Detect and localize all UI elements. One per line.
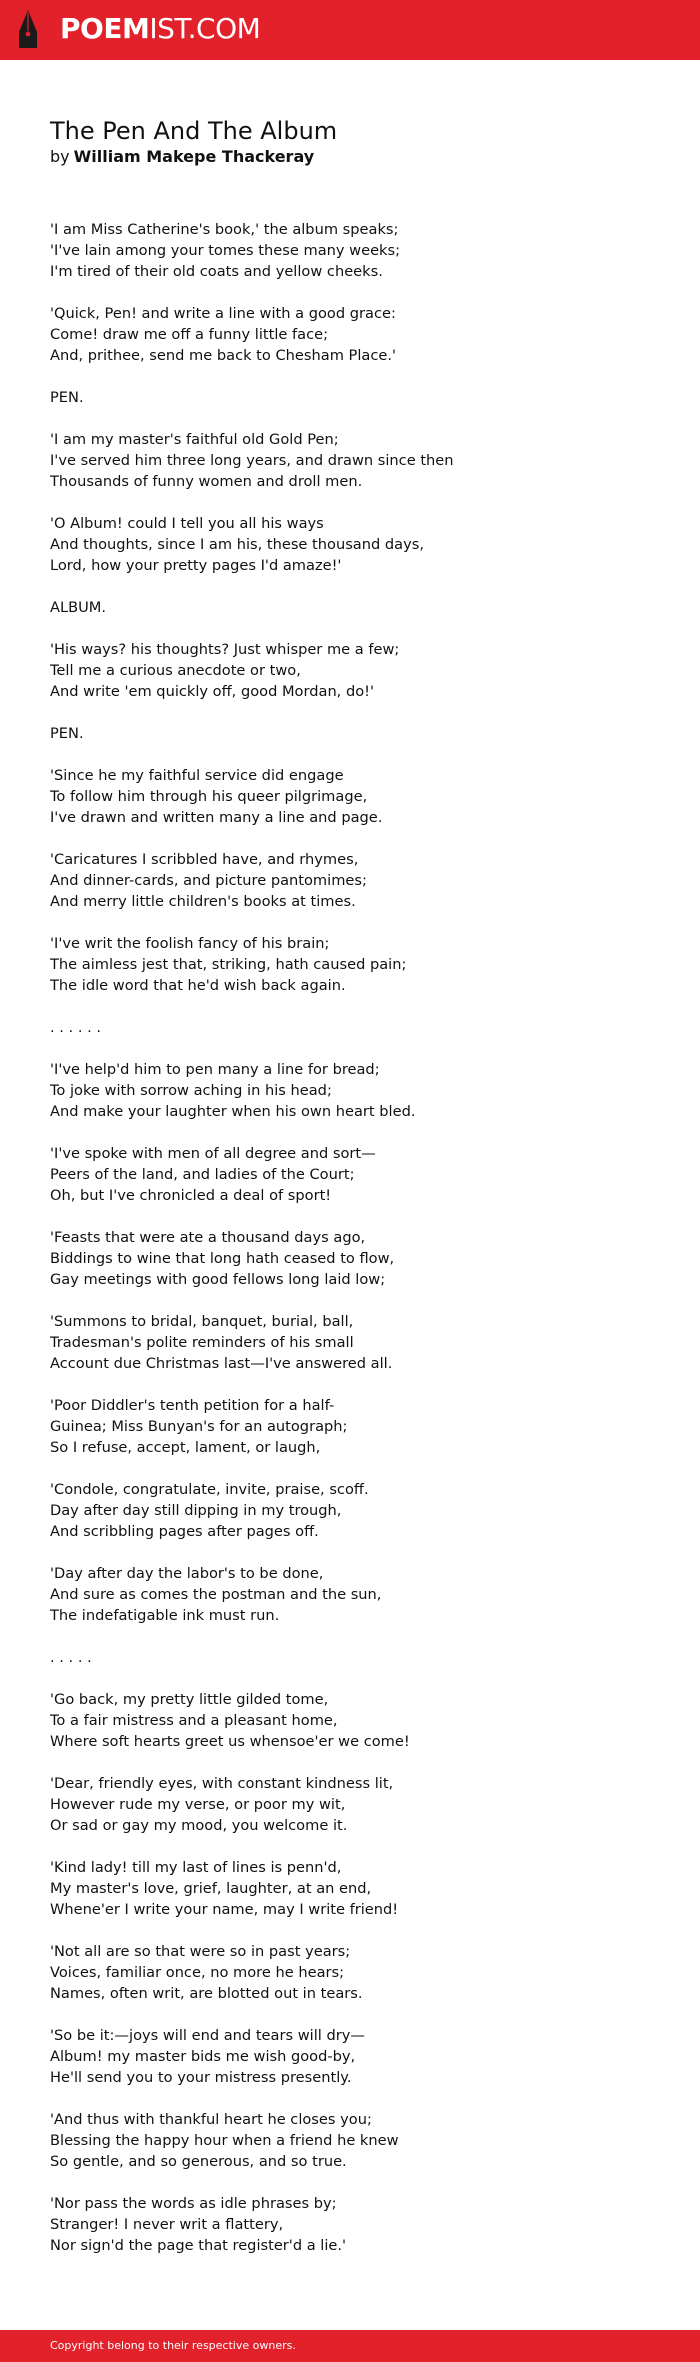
poem-line: 'Caricatures I scribbled have, and rhymes,: [50, 851, 359, 868]
poem-line: 'Summons to bridal, banquet, burial, ball,: [50, 1313, 354, 1330]
poem-line: 'So be it:—joys will end and tears will dry—: [50, 2027, 365, 2044]
poem-stanza: [50, 1563, 670, 1626]
poem-line: Biddings to wine that long hath ceased to flow,: [50, 1250, 395, 1267]
poem-stanza: [50, 597, 670, 618]
poem-line: Account due Christmas last—I've answered all.: [50, 1355, 393, 1372]
poem-line: Lord, how your pretty pages I'd amaze!': [50, 557, 342, 574]
poem-stanza: [50, 765, 670, 828]
poem-line: Blessing the happy hour when a friend he knew: [50, 2132, 399, 2149]
poem-line: Names, often writ, are blotted out in tears.: [50, 1985, 363, 2002]
poem-line: Tradesman's polite reminders of his small: [50, 1334, 354, 1351]
byline-prefix: by: [50, 147, 70, 166]
poem-line: And scribbling pages after pages off.: [50, 1523, 319, 1540]
poem-stanza: [50, 1773, 670, 1836]
poem-line: PEN.: [50, 389, 84, 406]
poem-stanza: [50, 1017, 670, 1038]
poem-line: To joke with sorrow aching in his head;: [50, 1082, 332, 1099]
logo-light-text: IST.COM: [149, 12, 261, 45]
poem-line: 'Poor Diddler's tenth petition for a half-: [50, 1397, 335, 1414]
poem-line: To follow him through his queer pilgrimage,: [50, 788, 368, 805]
poem-byline: [50, 146, 314, 168]
poem-stanza: [50, 933, 670, 996]
poem-line: 'I've writ the foolish fancy of his brain;: [50, 935, 330, 952]
poem-line: . . . . .: [50, 1649, 92, 1666]
poem-line: 'I've help'd him to pen many a line for bread;: [50, 1061, 380, 1078]
poem-line: He'll send you to your mistress presently.: [50, 2069, 352, 2086]
poem-line: 'I am my master's faithful old Gold Pen;: [50, 431, 339, 448]
poem-stanza: [50, 1143, 670, 1206]
poem-line: 'Quick, Pen! and write a line with a good grace:: [50, 305, 396, 322]
poem-body: [50, 219, 670, 2277]
poem-stanza: [50, 303, 670, 366]
poem-line: Guinea; Miss Bunyan's for an autograph;: [50, 1418, 348, 1435]
poem-stanza: [50, 429, 670, 492]
poem-line: 'O Album! could I tell you all his ways: [50, 515, 324, 532]
poem-line: 'Kind lady! till my last of lines is penn'd,: [50, 1859, 342, 1876]
poem-line: Where soft hearts greet us whensoe'er we come!: [50, 1733, 410, 1750]
poem-stanza: [50, 1479, 670, 1542]
poem-stanza: [50, 1395, 670, 1458]
pen-nib-icon: [17, 8, 39, 50]
poem-line: And merry little children's books at times.: [50, 893, 356, 910]
poem-line: Thousands of funny women and droll men.: [50, 473, 363, 490]
poem-stanza: [50, 1311, 670, 1374]
poem-stanza: [50, 219, 670, 282]
poem-line: Tell me a curious anecdote or two,: [50, 662, 301, 679]
poem-line: And make your laughter when his own heart bled.: [50, 1103, 416, 1120]
poem-line: 'Not all are so that were so in past years;: [50, 1943, 351, 1960]
poem-stanza: [50, 1059, 670, 1122]
poem-line: Whene'er I write your name, may I write friend!: [50, 1901, 399, 1918]
poem-line: And sure as comes the postman and the sun,: [50, 1586, 382, 1603]
poem-line: 'I've spoke with men of all degree and sort—: [50, 1145, 376, 1162]
poem-stanza: [50, 849, 670, 912]
poem-stanza: [50, 1689, 670, 1752]
poem-line: Or sad or gay my mood, you welcome it.: [50, 1817, 348, 1834]
poem-stanza: [50, 387, 670, 408]
poem-line: Voices, familiar once, no more he hears;: [50, 1964, 345, 1981]
poem-line: To a fair mistress and a pleasant home,: [50, 1712, 338, 1729]
poem-stanza: [50, 2025, 670, 2088]
poem-line: 'Feasts that were ate a thousand days ago,: [50, 1229, 366, 1246]
poem-line: So gentle, and so generous, and so true.: [50, 2153, 347, 2170]
poem-line: Day after day still dipping in my trough,: [50, 1502, 342, 1519]
logo-bold-text: POEM: [60, 12, 150, 45]
poem-line: Come! draw me off a funny little face;: [50, 326, 329, 343]
poem-stanza: [50, 1647, 670, 1668]
poem-line: Nor sign'd the page that register'd a lie.': [50, 2237, 347, 2254]
poem-line: PEN.: [50, 725, 84, 742]
poem-line: So I refuse, accept, lament, or laugh,: [50, 1439, 321, 1456]
poem-line: 'Go back, my pretty little gilded tome,: [50, 1691, 329, 1708]
site-logo[interactable]: [60, 12, 260, 46]
poem-line: 'Day after day the labor's to be done,: [50, 1565, 324, 1582]
poem-line: And dinner-cards, and picture pantomimes;: [50, 872, 367, 889]
poem-stanza: [50, 2109, 670, 2172]
poem-line: The indefatigable ink must run.: [50, 1607, 280, 1624]
poem-line: I've served him three long years, and drawn since then: [50, 452, 454, 469]
poem-line: And write 'em quickly off, good Mordan, do!': [50, 683, 375, 700]
poem-title: The Pen And The Album: [50, 117, 338, 145]
poem-line: 'Nor pass the words as idle phrases by;: [50, 2195, 337, 2212]
poem-line: Gay meetings with good fellows long laid low;: [50, 1271, 386, 1288]
poem-line: 'Since he my faithful service did engage: [50, 767, 344, 784]
poem-line: Oh, but I've chronicled a deal of sport!: [50, 1187, 332, 1204]
poem-line: My master's love, grief, laughter, at an end,: [50, 1880, 372, 1897]
poem-line: . . . . . .: [50, 1019, 102, 1036]
poem-line: Album! my master bids me wish good-by,: [50, 2048, 356, 2065]
poem-stanza: [50, 2193, 670, 2256]
poem-stanza: [50, 1857, 670, 1920]
poem-stanza: [50, 1941, 670, 2004]
poem-stanza: [50, 723, 670, 744]
poem-stanza: [50, 513, 670, 576]
poem-line: ALBUM.: [50, 599, 107, 616]
site-header: [0, 0, 700, 60]
poem-line: 'His ways? his thoughts? Just whisper me a few;: [50, 641, 400, 658]
poem-line: The aimless jest that, striking, hath caused pain;: [50, 956, 407, 973]
poem-line: 'And thus with thankful heart he closes you;: [50, 2111, 372, 2128]
poem-stanza: [50, 639, 670, 702]
poem-line: I've drawn and written many a line and page.: [50, 809, 383, 826]
poem-line: And, prithee, send me back to Chesham Place.': [50, 347, 396, 364]
poem-author: William Makepe Thackeray: [73, 147, 315, 166]
poem-line: The idle word that he'd wish back again.: [50, 977, 346, 994]
poem-line: Stranger! I never writ a flattery,: [50, 2216, 284, 2233]
poem-line: 'Condole, congratulate, invite, praise, scoff.: [50, 1481, 369, 1498]
poem-line: And thoughts, since I am his, these thousand days,: [50, 536, 424, 553]
poem-line: However rude my verse, or poor my wit,: [50, 1796, 346, 1813]
site-footer: [0, 2330, 700, 2362]
poem-line: 'I've lain among your tomes these many weeks;: [50, 242, 401, 259]
copyright-notice: Copyright belong to their respective owners.: [50, 2339, 296, 2352]
poem-line: I'm tired of their old coats and yellow cheeks.: [50, 263, 383, 280]
poem-line: 'Dear, friendly eyes, with constant kindness lit,: [50, 1775, 394, 1792]
poem-stanza: [50, 1227, 670, 1290]
poem-line: 'I am Miss Catherine's book,' the album speaks;: [50, 221, 399, 238]
poem-line: Peers of the land, and ladies of the Court;: [50, 1166, 355, 1183]
